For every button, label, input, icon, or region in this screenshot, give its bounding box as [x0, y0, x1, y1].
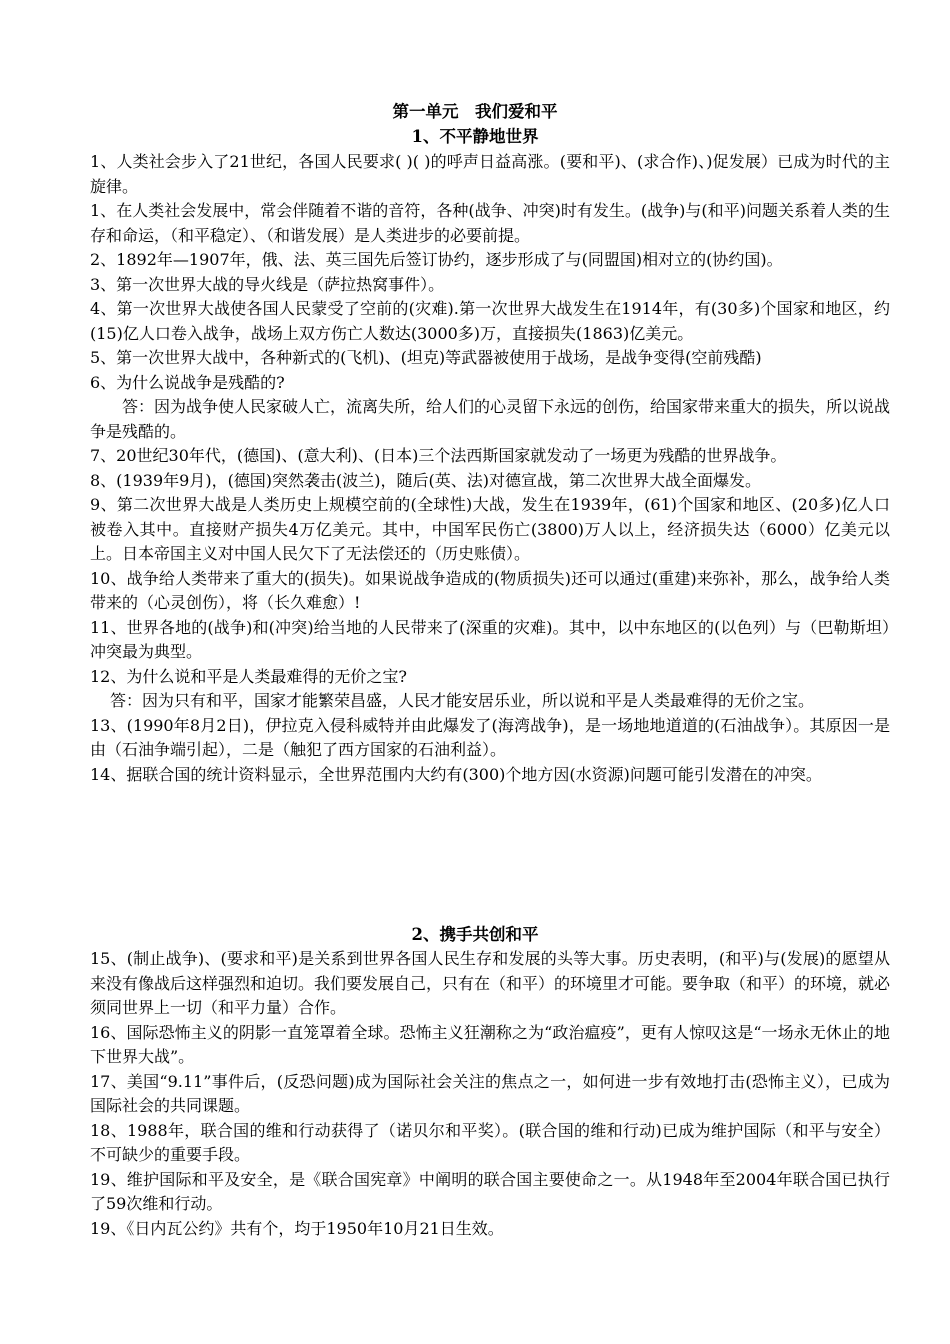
- answer: 答：因为只有和平，国家才能繁荣昌盛，人民才能安居乐业，所以说和平是人类最难得的无价之宝。: [110, 691, 815, 710]
- paragraph: 9、第二次世界大战是人类历史上规模空前的(全球性)大战，发生在1939年，(61)个国家和地区、(20多)亿人口被卷入其中。直接财产损失4万亿美元。其中，中国军民伤亡(3800)万人以上，经济损失达（6000）亿美元以上。日本帝国主义对中国人民欠下了无法偿还的（历史账债）。: [90, 495, 890, 563]
- lesson-1-body: [90, 150, 890, 787]
- paragraph: 3、第一次世界大战的导火线是（萨拉热窝事件）。: [90, 274, 445, 294]
- paragraph: 16、国际恐怖主义的阴影一直笼罩着全球。恐怖主义狂潮称之为“政治瘟疫”，更有人惊叹这是“一场永无休止的地下世界大战”。: [90, 1022, 890, 1066]
- paragraph: 1、在人类社会发展中，常会伴随着不谐的音符，各种(战争、冲突)时有发生。(战争)与(和平)问题关系着人类的生存和命运，（和平稳定）、（和谐发展）是人类进步的必要前提。: [90, 201, 890, 245]
- paragraph: 15、(制止战争)、(要求和平)是关系到世界各国人民生存和发展的头等大事。历史表明，(和平)与(发展)的愿望从来没有像战后这样强烈和迫切。我们要发展自己，只有在（和平）的环境里才可能。要争取（和平）的环境，就必须同世界上一切（和平力量）合作。: [90, 949, 891, 1017]
- paragraph: 1、人类社会步入了21世纪，各国人民要求( )( )的呼声日益高涨。(要和平)、(求合作)、)促发展）已成为时代的主旋律。: [90, 152, 890, 196]
- paragraph: 5、第一次世界大战中，各种新式的(飞机)、(坦克)等武器被使用于战场，是战争变得(空前残酷): [90, 348, 762, 367]
- paragraph: 4、第一次世界大战使各国人民蒙受了空前的(灾难).第一次世界大战发生在1914年，有(30多)个国家和地区，约(15)亿人口卷入战争，战场上双方伤亡人数达(3000多)万，直接损失(1863)亿美元。: [90, 299, 890, 343]
- paragraph: 11、世界各地的(战争)和(冲突)给当地的人民带来了(深重的灾难)。其中，以中东地区的(以色列）与（巴勒斯坦）冲突最为典型。: [90, 617, 890, 661]
- paragraph: 14、据联合国的统计资料显示，全世界范围内大约有(300)个地方因(水资源)问题可能引发潜在的冲突。: [90, 764, 822, 784]
- paragraph: 17、美国“9.11”事件后，(反恐问题)成为国际社会关注的焦点之一，如何进一步有效地打击(恐怖主义），已成为国际社会的共同课题。: [90, 1071, 890, 1115]
- paragraph: 7、20世纪30年代，(德国)、(意大利)、(日本)三个法西斯国家就发动了一场更为残酷的世界战争。: [90, 446, 787, 465]
- unit-title: 第一单元 我们爱和平: [392, 102, 558, 121]
- lesson-2-body: [90, 947, 890, 1241]
- lesson-1-title: 1、不平静地世界: [411, 127, 539, 146]
- lesson-2-title: 2、携手共创和平: [411, 925, 539, 944]
- paragraph: 19、维护国际和平及安全，是《联合国宪章》中阐明的联合国主要使命之一。从1948年至2004年联合国已执行了59次维和行动。: [90, 1169, 890, 1213]
- paragraph: 10、战争给人类带来了重大的(损失)。如果说战争造成的(物质损失)还可以通过(重建)来弥补，那么，战争给人类带来的（心灵创伤），将（长久难愈）!: [90, 568, 890, 612]
- answer: 答：因为战争使人民家破人亡，流离失所，给人们的心灵留下永远的创伤，给国家带来重大的损失，所以说战争是残酷的。: [90, 397, 891, 441]
- paragraph: 2、1892年—1907年，俄、法、英三国先后签订协约，逐步形成了与(同盟国)相对立的(协约国)。: [90, 250, 783, 269]
- paragraph: 13、(1990年8月2日)，伊拉克入侵科威特并由此爆发了(海湾战争)，是一场地地道道的(石油战争）。其原因一是由（石油争端引起），二是（触犯了西方国家的石油利益）。: [90, 715, 890, 759]
- paragraph: 18、1988年，联合国的维和行动获得了（诺贝尔和平奖）。(联合国的维和行动)已成为维护国际（和平与安全）不可缺少的重要手段。: [90, 1120, 890, 1164]
- paragraph: 8、(1939年9月)，(德国)突然袭击(波兰)，随后(英、法)对德宣战，第二次世界大战全面爆发。: [90, 470, 762, 490]
- paragraph: 19、《日内瓦公约》共有个，均于1950年10月21日生效。: [90, 1218, 504, 1238]
- question: 6、为什么说战争是残酷的?: [90, 372, 285, 392]
- question: 12、为什么说和平是人类最难得的无价之宝?: [90, 666, 407, 686]
